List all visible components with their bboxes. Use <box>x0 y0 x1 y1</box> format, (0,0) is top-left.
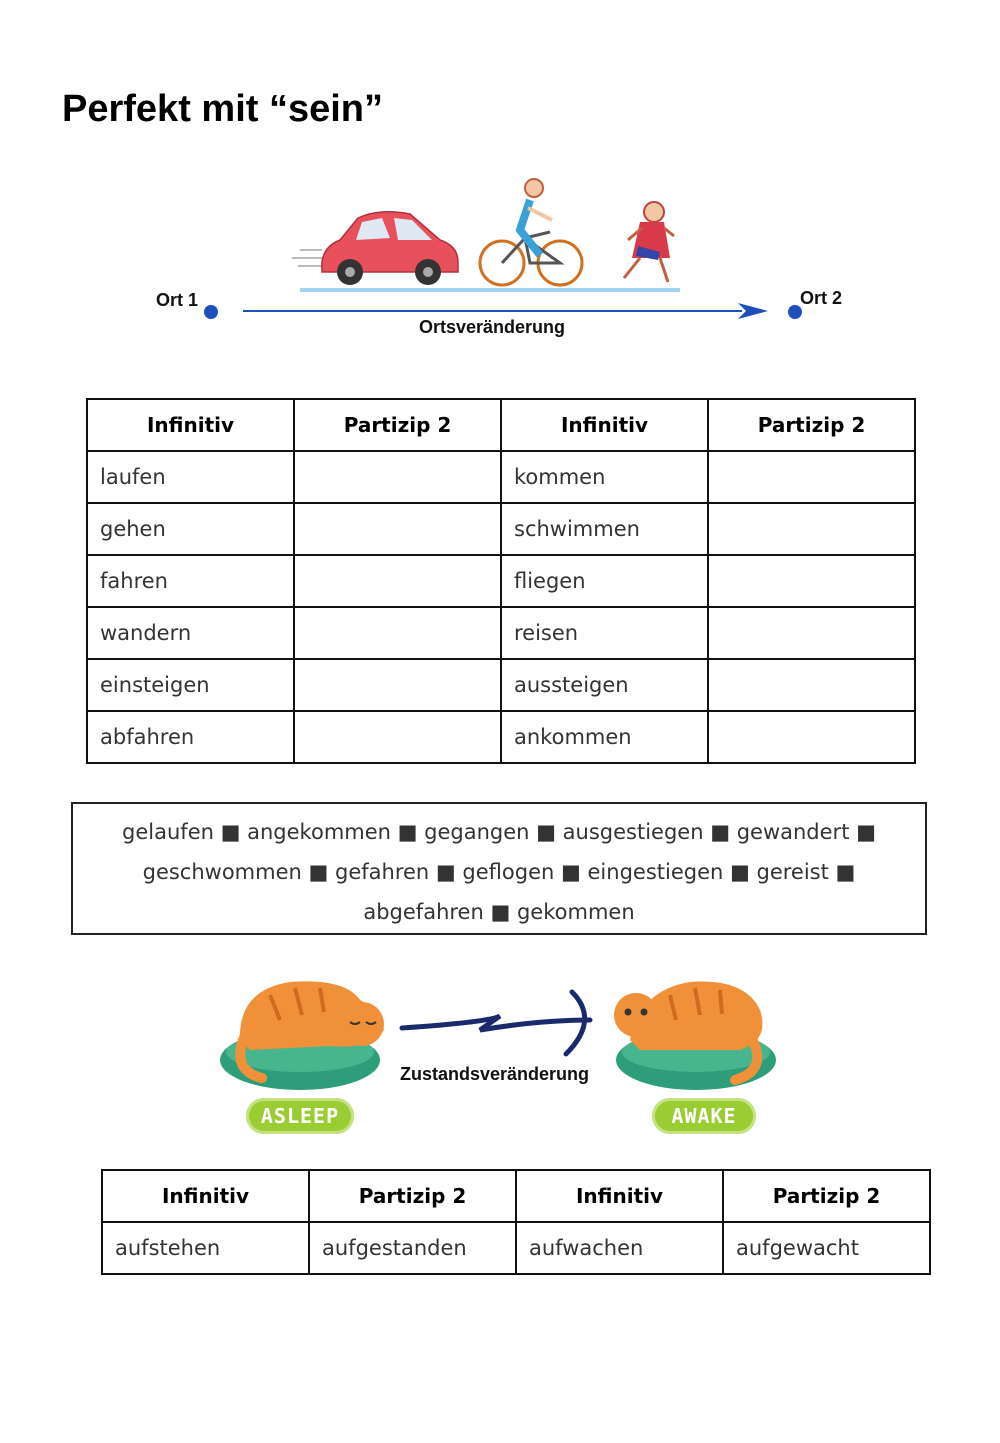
infinitiv-cell: aufwachen <box>516 1222 723 1274</box>
place1-dot <box>204 305 218 319</box>
infinitiv-cell: gehen <box>87 503 294 555</box>
table-row <box>87 555 915 607</box>
infinitiv-cell: ankommen <box>501 711 708 763</box>
word-bank-line: gelaufen ■ angekommen ■ gegangen ■ ausgestiegen ■ gewandert ■ <box>122 820 876 844</box>
partizip-answer-cell[interactable] <box>708 659 915 711</box>
sleeping-cat-icon <box>220 981 384 1090</box>
word-bank-line: abgefahren ■ gekommen <box>363 900 635 924</box>
page-title: Perfekt mit “sein” <box>62 88 383 130</box>
header-infinitiv: Infinitiv <box>516 1170 723 1222</box>
partizip-answer-cell[interactable] <box>708 555 915 607</box>
partizip-answer-cell[interactable] <box>294 607 501 659</box>
table-row <box>87 711 915 763</box>
infinitiv-cell: laufen <box>87 451 294 503</box>
table-row <box>87 503 915 555</box>
header-partizip2: Partizip 2 <box>294 399 501 451</box>
partizip-answer-cell[interactable] <box>708 451 915 503</box>
infinitiv-cell: fahren <box>87 555 294 607</box>
state-arrow-icon <box>402 992 590 1054</box>
infinitiv-cell: aussteigen <box>501 659 708 711</box>
table-header-row <box>87 399 915 451</box>
partizip-answer-cell[interactable] <box>294 503 501 555</box>
girl-icon <box>624 202 674 282</box>
verb-table-state <box>101 1169 931 1275</box>
partizip-cell: aufgestanden <box>309 1222 516 1274</box>
motion-caption: Ortsveränderung <box>419 317 566 337</box>
partizip-cell: aufgewacht <box>723 1222 930 1274</box>
table-row <box>87 607 915 659</box>
partizip-answer-cell[interactable] <box>294 555 501 607</box>
asleep-badge: ASLEEP <box>246 1098 354 1134</box>
infinitiv-cell: wandern <box>87 607 294 659</box>
table-row <box>87 659 915 711</box>
state-caption: Zustandsveränderung <box>400 1064 590 1084</box>
place2-label: Ort 2 <box>800 288 843 308</box>
word-bank <box>71 802 927 935</box>
motion-illustration <box>0 0 1000 360</box>
place1-label: Ort 1 <box>156 290 199 310</box>
speed-lines-icon <box>292 250 324 266</box>
partizip-answer-cell[interactable] <box>294 659 501 711</box>
table-row <box>102 1222 930 1274</box>
infinitiv-cell: fliegen <box>501 555 708 607</box>
infinitiv-cell: einsteigen <box>87 659 294 711</box>
header-infinitiv: Infinitiv <box>501 399 708 451</box>
car-icon <box>322 212 458 285</box>
infinitiv-cell: abfahren <box>87 711 294 763</box>
partizip-answer-cell[interactable] <box>294 451 501 503</box>
table-row <box>87 451 915 503</box>
header-infinitiv: Infinitiv <box>87 399 294 451</box>
infinitiv-cell: aufstehen <box>102 1222 309 1274</box>
motion-arrowhead-icon <box>738 303 768 319</box>
header-partizip2: Partizip 2 <box>708 399 915 451</box>
word-bank-line: geschwommen ■ gefahren ■ geflogen ■ eingestiegen ■ gereist ■ <box>142 860 856 884</box>
awake-cat-icon <box>614 982 776 1090</box>
verb-table-motion <box>86 398 916 764</box>
infinitiv-cell: kommen <box>501 451 708 503</box>
partizip-answer-cell[interactable] <box>708 607 915 659</box>
awake-badge: AWAKE <box>652 1098 756 1134</box>
partizip-answer-cell[interactable] <box>708 503 915 555</box>
table-header-row <box>102 1170 930 1222</box>
infinitiv-cell: reisen <box>501 607 708 659</box>
header-infinitiv: Infinitiv <box>102 1170 309 1222</box>
partizip-answer-cell[interactable] <box>294 711 501 763</box>
cyclist-icon <box>480 179 582 285</box>
partizip-answer-cell[interactable] <box>708 711 915 763</box>
infinitiv-cell: schwimmen <box>501 503 708 555</box>
header-partizip2: Partizip 2 <box>309 1170 516 1222</box>
header-partizip2: Partizip 2 <box>723 1170 930 1222</box>
